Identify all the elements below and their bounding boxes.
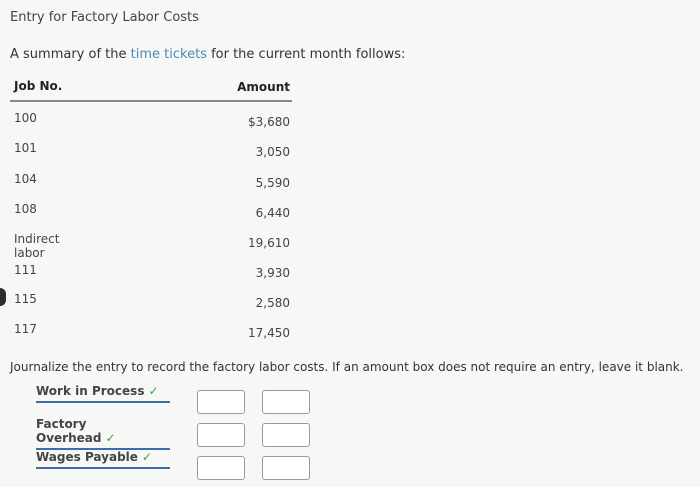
table-row-label: 117	[14, 322, 37, 336]
account-select-factory-overhead[interactable]	[36, 417, 170, 450]
table-row-label: 115	[14, 292, 37, 306]
account-name: Wages Payable	[36, 450, 138, 464]
table-row-label: 104	[14, 172, 37, 186]
intro-text	[10, 47, 405, 62]
debit-amount-input[interactable]	[197, 390, 245, 414]
time-tickets-link[interactable]: time tickets	[130, 47, 207, 62]
table-row-amount: $3,680	[248, 115, 290, 129]
table-row-amount: 6,440	[255, 206, 290, 220]
instruction-text: Journalize the entry to record the factory labor costs. If an amount box does not require an entry, leave it blank.	[10, 360, 684, 374]
table-row-label: 108	[14, 202, 37, 216]
table-row-amount: 19,610	[248, 236, 290, 250]
table-row-amount: 3,050	[255, 145, 290, 159]
credit-amount-input[interactable]	[262, 423, 310, 447]
table-row-label: 100	[14, 111, 37, 125]
account-select-work-in-process[interactable]	[36, 384, 170, 403]
page-title: Entry for Factory Labor Costs	[10, 10, 199, 25]
intro-after: for the current month follows:	[206, 47, 406, 62]
table-row-label: Indirect labor	[14, 232, 60, 260]
table-row-amount: 5,590	[255, 176, 290, 190]
check-icon: ✓	[148, 384, 159, 398]
debit-amount-input[interactable]	[197, 456, 245, 480]
table-row-amount: 3,930	[255, 266, 290, 280]
row-marker	[0, 288, 6, 306]
header-job-no: Job No.	[14, 79, 63, 93]
account-select-wages-payable[interactable]	[36, 450, 170, 469]
account-name: Factory Overhead	[36, 417, 102, 445]
check-icon: ✓	[105, 431, 116, 445]
credit-amount-input[interactable]	[262, 390, 310, 414]
table-row-label: 101	[14, 141, 37, 155]
header-rule	[10, 100, 292, 102]
table-row-amount: 17,450	[248, 326, 290, 340]
account-name: Work in Process	[36, 384, 145, 398]
table-row-label: 111	[14, 263, 37, 277]
header-amount: Amount	[237, 80, 290, 94]
table-row-amount: 2,580	[255, 296, 290, 310]
intro-before: A summary of the	[10, 47, 131, 62]
debit-amount-input[interactable]	[197, 423, 245, 447]
check-icon: ✓	[141, 450, 152, 464]
credit-amount-input[interactable]	[262, 456, 310, 480]
